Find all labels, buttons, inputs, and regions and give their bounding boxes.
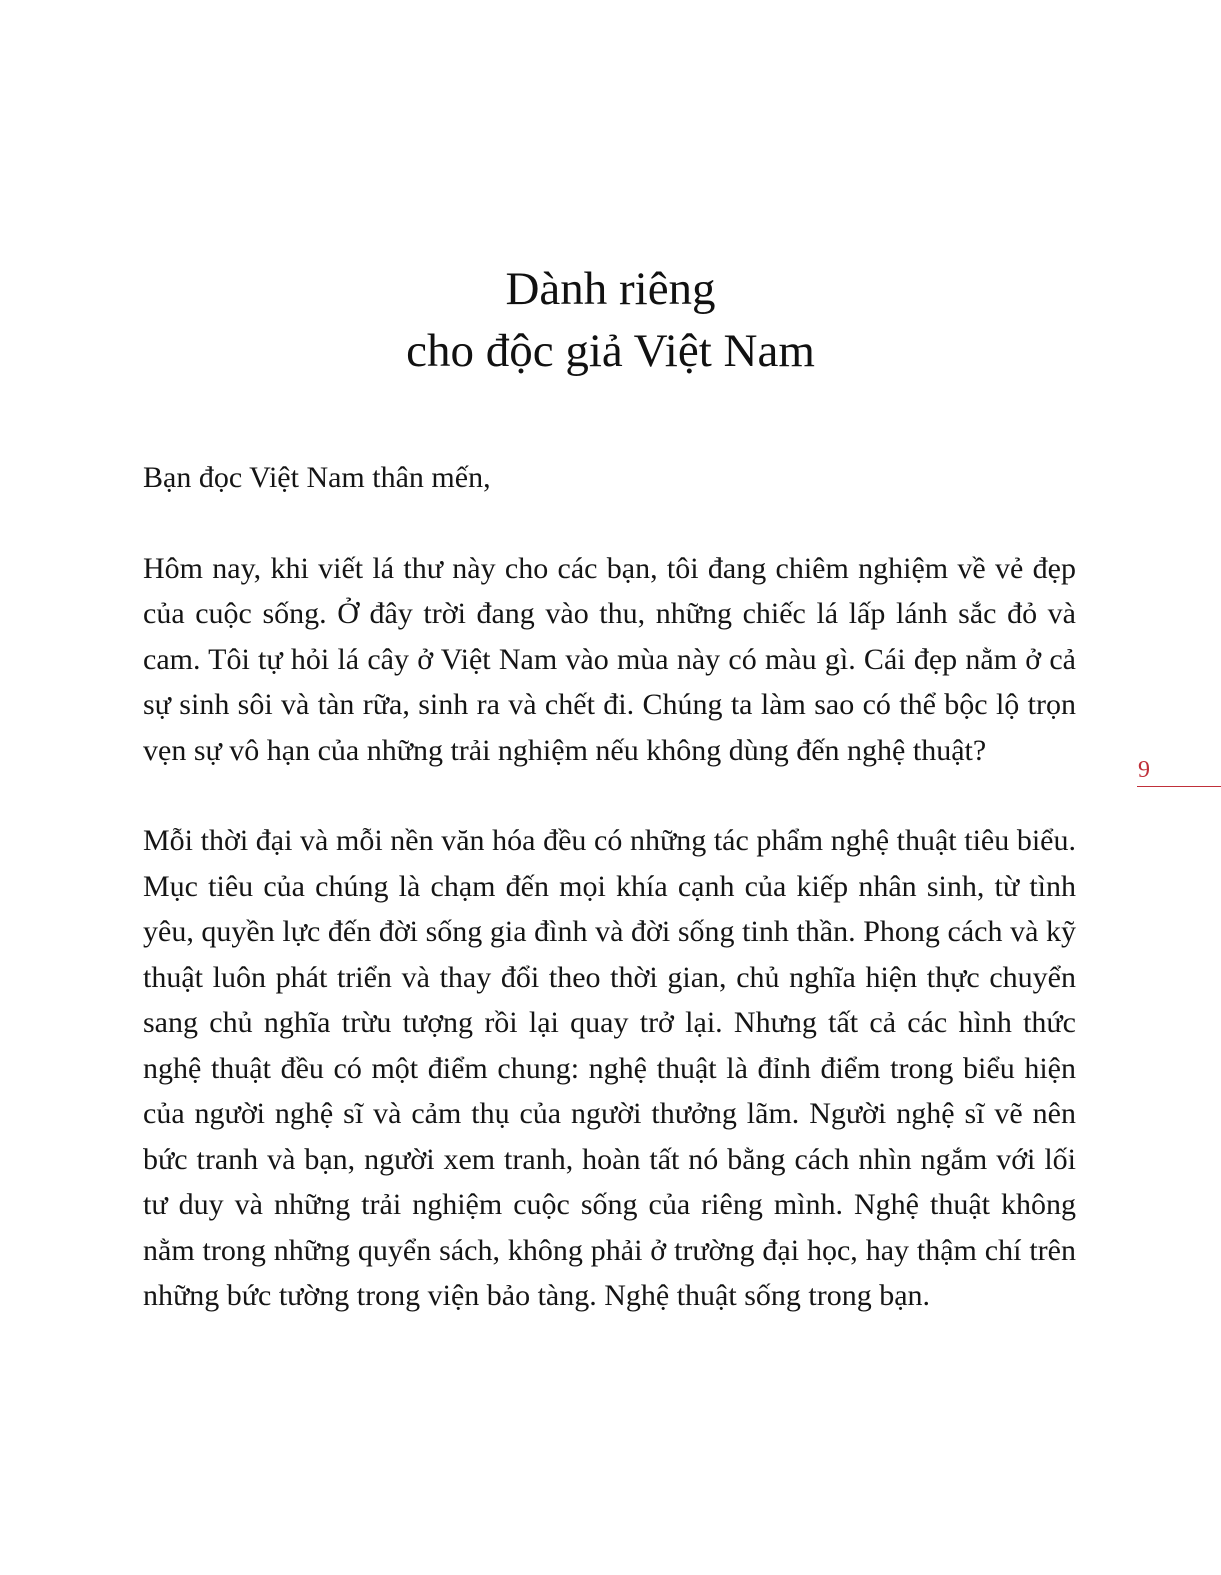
title-line-2: cho độc giả Việt Nam <box>406 325 815 377</box>
paragraph-2: Mỗi thời đại và mỗi nền văn hóa đều có những tác phẩm nghệ thuật tiêu biểu. Mục tiêu của chúng là chạm đến mọi khía cạnh của kiếp nhân sinh, từ tình yêu, quyền lực đến đời sống gia đình và đời sống tinh thần. Phong cách và kỹ thuật luôn phát triển và thay đổi theo thời gian, chủ nghĩa hiện thực chuyển sang chủ nghĩa trừu tượng rồi lại quay trở lại. Nhưng tất cả các hình thức nghệ thuật đều có một điểm chung: nghệ thuật là đỉnh điểm trong biểu hiện của người nghệ sĩ và cảm thụ của người thưởng lãm. Người nghệ sĩ vẽ nên bức tranh và bạn, người xem tranh, hoàn tất nó bằng cách nhìn ngắm với lối tư duy và những trải nghiệm cuộc sống của riêng mình. Nghệ thuật không nằm trong những quyển sách, không phải ở trường đại học, hay thậm chí trên những bức tường trong viện bảo tàng. Nghệ thuật sống trong bạn. <box>143 824 1076 1312</box>
salutation: Bạn đọc Việt Nam thân mến, <box>143 461 491 494</box>
page-number-rule <box>1137 786 1221 787</box>
page-number: 9 <box>1138 757 1150 783</box>
paragraph-1: Hôm nay, khi viết lá thư này cho các bạn, tôi đang chiêm nghiệm về vẻ đẹp của cuộc sống. Ở đây trời đang vào thu, những chiếc lá lấp lánh sắc đỏ và cam. Tôi tự hỏi lá cây ở Việt Nam vào mùa này có màu gì. Cái đẹp nằm ở cả sự sinh sôi và tàn rữa, sinh ra và chết đi. Chúng ta làm sao có thể bộc lộ trọn vẹn sự vô hạn của những trải nghiệm nếu không dùng đến nghệ thuật? <box>143 551 1076 767</box>
title-line-1: Dành riêng <box>505 263 716 315</box>
page-title <box>0 258 1221 382</box>
letter-body <box>143 455 1076 1364</box>
page-marker <box>1137 756 1221 787</box>
